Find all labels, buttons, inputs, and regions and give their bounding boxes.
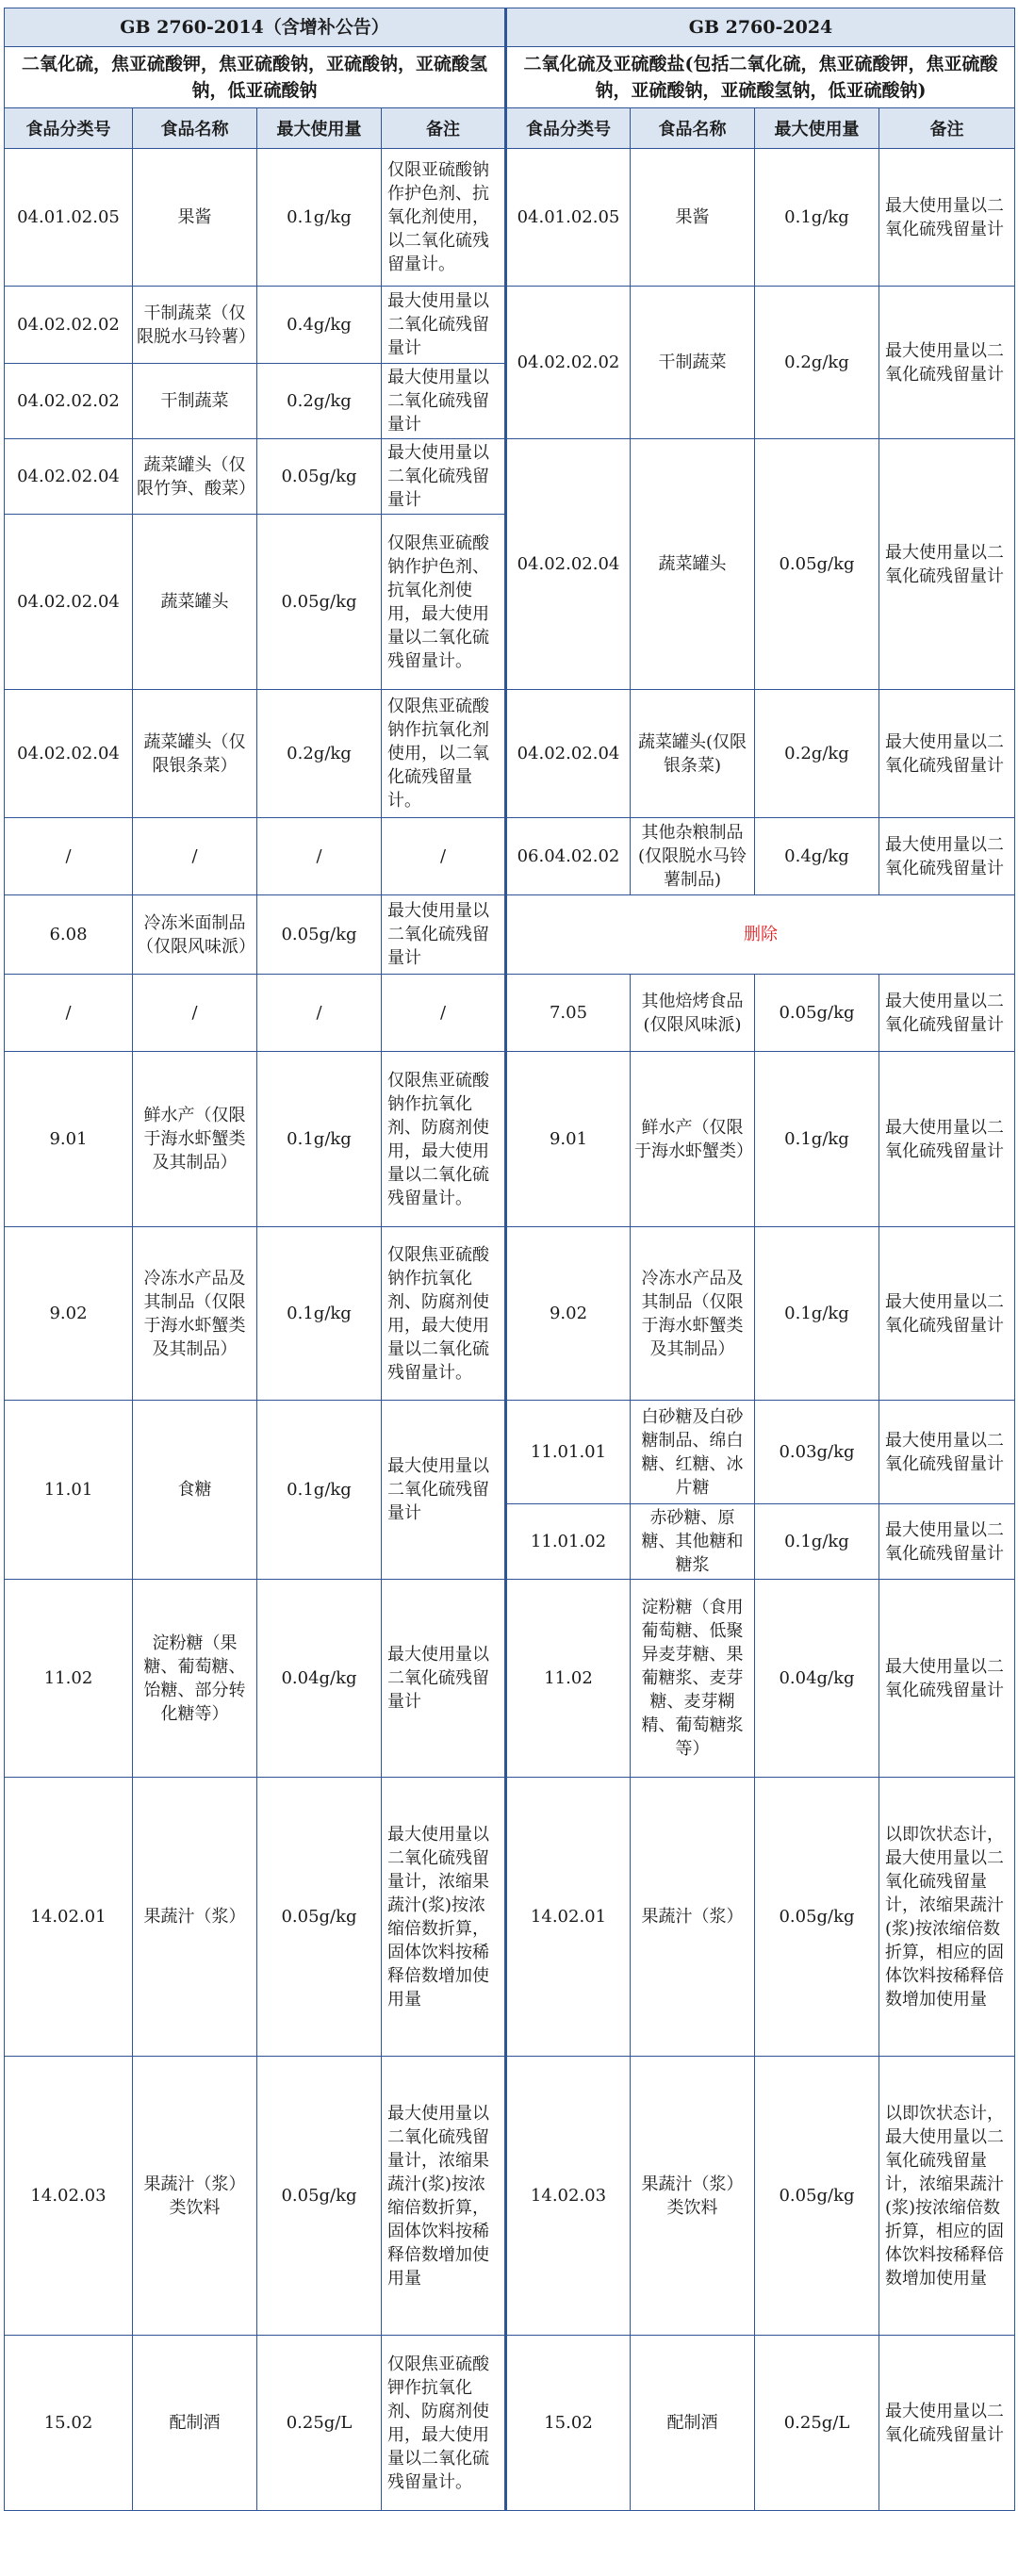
table-row [5, 895, 1015, 975]
old-col-header-code: 食品分类号 [5, 108, 133, 149]
new-amount-cell: 0.2g/kg [755, 690, 879, 818]
new-col-header-amount: 最大使用量 [755, 108, 879, 149]
old-code-cell: 04.02.02.02 [5, 287, 133, 364]
old-name-cell: 蔬菜罐头 [133, 515, 257, 690]
new-col-header-name: 食品名称 [631, 108, 755, 149]
new-name-cell: 其他焙烤食品(仅限风味派) [631, 975, 755, 1052]
old-name-cell: / [133, 975, 257, 1052]
old-amount-cell: 0.1g/kg [257, 149, 382, 287]
old-note-cell: 仅限焦亚硫酸钠作抗氧化剂使用，以二氧化硫残留量计。 [382, 690, 506, 818]
new-code-cell: 04.02.02.04 [506, 690, 631, 818]
new-code-cell: 11.01.01 [506, 1401, 631, 1504]
new-code-cell: 04.01.02.05 [506, 149, 631, 287]
table-row [5, 1778, 1015, 2057]
new-amount-cell: 0.03g/kg [755, 1401, 879, 1504]
old-name-cell: 配制酒 [133, 2336, 257, 2511]
old-note-cell: 最大使用量以二氧化硫残留量计 [382, 1580, 506, 1778]
new-note-cell: 最大使用量以二氧化硫残留量计 [879, 1227, 1015, 1401]
table-row [5, 1401, 1015, 1504]
old-col-header-note: 备注 [382, 108, 506, 149]
old-amount-cell: 0.04g/kg [257, 1580, 382, 1778]
old-amount-cell: 0.1g/kg [257, 1052, 382, 1227]
old-code-cell: 04.02.02.02 [5, 364, 133, 439]
new-col-header-note: 备注 [879, 108, 1015, 149]
table-row [5, 1052, 1015, 1227]
old-note-cell: 最大使用量以二氧化硫残留量计 [382, 895, 506, 975]
old-code-cell: 9.02 [5, 1227, 133, 1401]
new-note-cell: 最大使用量以二氧化硫残留量计 [879, 818, 1015, 895]
new-note-cell: 最大使用量以二氧化硫残留量计 [879, 690, 1015, 818]
old-name-cell: 干制蔬菜（仅限脱水马铃薯） [133, 287, 257, 364]
new-name-cell: 干制蔬菜 [631, 287, 755, 439]
old-additive-names: 二氧化硫，焦亚硫酸钾，焦亚硫酸钠，亚硫酸钠，亚硫酸氢钠，低亚硫酸钠 [5, 47, 506, 108]
new-amount-cell: 0.1g/kg [755, 149, 879, 287]
new-code-cell: 9.01 [506, 1052, 631, 1227]
old-code-cell: 04.02.02.04 [5, 690, 133, 818]
old-amount-cell: / [257, 975, 382, 1052]
old-name-cell: 果蔬汁（浆） [133, 1778, 257, 2057]
new-amount-cell: 0.25g/L [755, 2336, 879, 2511]
old-note-cell: 最大使用量以二氧化硫残留量计 [382, 439, 506, 515]
table-row [5, 1580, 1015, 1778]
old-amount-cell: 0.05g/kg [257, 515, 382, 690]
old-code-cell: 04.02.02.04 [5, 439, 133, 515]
old-amount-cell: 0.05g/kg [257, 2057, 382, 2336]
old-note-cell: 最大使用量以二氧化硫残留量计，浓缩果蔬汁(浆)按浓缩倍数折算，固体饮料按稀释倍数增加使用量 [382, 1778, 506, 2057]
new-name-cell: 赤砂糖、原糖、其他糖和糖浆 [631, 1504, 755, 1580]
deleted-label: 删除 [506, 895, 1015, 975]
table-row [5, 1227, 1015, 1401]
old-note-cell: 仅限焦亚硫酸钠作抗氧化剂、防腐剂使用，最大使用量以二氧化硫残留量计。 [382, 1227, 506, 1401]
old-amount-cell: 0.4g/kg [257, 287, 382, 364]
new-amount-cell: 0.1g/kg [755, 1504, 879, 1580]
old-name-cell: 冷冻米面制品（仅限风味派） [133, 895, 257, 975]
old-note-cell: 最大使用量以二氧化硫残留量计 [382, 287, 506, 364]
new-name-cell: 果蔬汁（浆） [631, 1778, 755, 2057]
new-amount-cell: 0.05g/kg [755, 975, 879, 1052]
old-name-cell: 蔬菜罐头（仅限银条菜） [133, 690, 257, 818]
old-code-cell: 11.02 [5, 1580, 133, 1778]
old-col-header-name: 食品名称 [133, 108, 257, 149]
old-name-cell: 果酱 [133, 149, 257, 287]
old-amount-cell: 0.1g/kg [257, 1227, 382, 1401]
old-col-header-amount: 最大使用量 [257, 108, 382, 149]
new-code-cell: 11.01.02 [506, 1504, 631, 1580]
new-name-cell: 果蔬汁（浆）类饮料 [631, 2057, 755, 2336]
old-note-cell: / [382, 975, 506, 1052]
table-row [5, 439, 1015, 515]
old-code-cell: / [5, 975, 133, 1052]
new-amount-cell: 0.4g/kg [755, 818, 879, 895]
old-name-cell: 鲜水产（仅限于海水虾蟹类及其制品） [133, 1052, 257, 1227]
old-code-cell: 11.01 [5, 1401, 133, 1580]
table-row [5, 287, 1015, 364]
new-amount-cell: 0.1g/kg [755, 1052, 879, 1227]
old-code-cell: 04.01.02.05 [5, 149, 133, 287]
old-code-cell: / [5, 818, 133, 895]
new-name-cell: 果酱 [631, 149, 755, 287]
new-name-cell: 淀粉糖（食用葡萄糖、低聚异麦芽糖、果葡糖浆、麦芽糖、麦芽糊精、葡萄糖浆等） [631, 1580, 755, 1778]
new-note-cell: 最大使用量以二氧化硫残留量计 [879, 1401, 1015, 1504]
old-amount-cell: 0.05g/kg [257, 895, 382, 975]
old-amount-cell: 0.2g/kg [257, 364, 382, 439]
old-name-cell: 食糖 [133, 1401, 257, 1580]
new-standard-title: GB 2760-2024 [506, 8, 1015, 47]
old-note-cell: 仅限焦亚硫酸钠作抗氧化剂、防腐剂使用，最大使用量以二氧化硫残留量计。 [382, 1052, 506, 1227]
new-name-cell: 蔬菜罐头 [631, 439, 755, 690]
new-col-header-code: 食品分类号 [506, 108, 631, 149]
new-code-cell: 06.04.02.02 [506, 818, 631, 895]
new-name-cell: 冷冻水产品及其制品（仅限于海水虾蟹类及其制品） [631, 1227, 755, 1401]
new-note-cell: 最大使用量以二氧化硫残留量计 [879, 1580, 1015, 1778]
new-note-cell: 最大使用量以二氧化硫残留量计 [879, 2336, 1015, 2511]
table-row [5, 818, 1015, 895]
new-note-cell: 以即饮状态计，最大使用量以二氧化硫残留量计，浓缩果蔬汁(浆)按浓缩倍数折算，相应的固体饮料按稀释倍数增加使用量 [879, 1778, 1015, 2057]
table-row [5, 149, 1015, 287]
old-code-cell: 04.02.02.04 [5, 515, 133, 690]
old-code-cell: 6.08 [5, 895, 133, 975]
new-name-cell: 配制酒 [631, 2336, 755, 2511]
old-name-cell: 果蔬汁（浆）类饮料 [133, 2057, 257, 2336]
new-amount-cell: 0.05g/kg [755, 439, 879, 690]
old-note-cell: 仅限亚硫酸钠作护色剂、抗氧化剂使用，以二氧化硫残留量计。 [382, 149, 506, 287]
old-code-cell: 14.02.03 [5, 2057, 133, 2336]
new-amount-cell: 0.2g/kg [755, 287, 879, 439]
new-name-cell: 白砂糖及白砂糖制品、绵白糖、红糖、冰片糖 [631, 1401, 755, 1504]
new-code-cell: 11.02 [506, 1580, 631, 1778]
new-note-cell: 最大使用量以二氧化硫残留量计 [879, 149, 1015, 287]
new-name-cell: 鲜水产（仅限于海水虾蟹类） [631, 1052, 755, 1227]
new-note-cell: 最大使用量以二氧化硫残留量计 [879, 975, 1015, 1052]
old-amount-cell: 0.25g/L [257, 2336, 382, 2511]
old-amount-cell: / [257, 818, 382, 895]
new-note-cell: 以即饮状态计，最大使用量以二氧化硫残留量计，浓缩果蔬汁(浆)按浓缩倍数折算，相应的固体饮料按稀释倍数增加使用量 [879, 2057, 1015, 2336]
old-name-cell: 蔬菜罐头（仅限竹笋、酸菜） [133, 439, 257, 515]
new-amount-cell: 0.04g/kg [755, 1580, 879, 1778]
new-amount-cell: 0.05g/kg [755, 1778, 879, 2057]
new-code-cell: 7.05 [506, 975, 631, 1052]
old-name-cell: 冷冻水产品及其制品（仅限于海水虾蟹类及其制品） [133, 1227, 257, 1401]
table-row [5, 690, 1015, 818]
new-code-cell: 15.02 [506, 2336, 631, 2511]
new-note-cell: 最大使用量以二氧化硫残留量计 [879, 1052, 1015, 1227]
old-note-cell: / [382, 818, 506, 895]
new-note-cell: 最大使用量以二氧化硫残留量计 [879, 439, 1015, 690]
old-name-cell: 干制蔬菜 [133, 364, 257, 439]
comparison-table [4, 8, 1015, 2511]
old-name-cell: 淀粉糖（果糖、葡萄糖、饴糖、部分转化糖等） [133, 1580, 257, 1778]
old-name-cell: / [133, 818, 257, 895]
new-code-cell: 04.02.02.02 [506, 287, 631, 439]
old-note-cell: 最大使用量以二氧化硫残留量计 [382, 1401, 506, 1580]
old-standard-title: GB 2760-2014（含增补公告） [5, 8, 506, 47]
old-code-cell: 9.01 [5, 1052, 133, 1227]
table-row [5, 2336, 1015, 2511]
old-amount-cell: 0.05g/kg [257, 439, 382, 515]
new-name-cell: 其他杂粮制品(仅限脱水马铃薯制品) [631, 818, 755, 895]
old-note-cell: 仅限焦亚硫酸钾作抗氧化剂、防腐剂使用，最大使用量以二氧化硫残留量计。 [382, 2336, 506, 2511]
new-amount-cell: 0.05g/kg [755, 2057, 879, 2336]
old-code-cell: 15.02 [5, 2336, 133, 2511]
new-name-cell: 蔬菜罐头(仅限银条菜) [631, 690, 755, 818]
new-code-cell: 04.02.02.04 [506, 439, 631, 690]
new-code-cell: 9.02 [506, 1227, 631, 1401]
new-note-cell: 最大使用量以二氧化硫残留量计 [879, 1504, 1015, 1580]
table-row [5, 975, 1015, 1052]
new-code-cell: 14.02.01 [506, 1778, 631, 2057]
old-amount-cell: 0.1g/kg [257, 1401, 382, 1580]
new-code-cell: 14.02.03 [506, 2057, 631, 2336]
old-code-cell: 14.02.01 [5, 1778, 133, 2057]
old-note-cell: 仅限焦亚硫酸钠作护色剂、抗氧化剂使用，最大使用量以二氧化硫残留量计。 [382, 515, 506, 690]
new-amount-cell: 0.1g/kg [755, 1227, 879, 1401]
old-note-cell: 最大使用量以二氧化硫残留量计，浓缩果蔬汁(浆)按浓缩倍数折算，固体饮料按稀释倍数增加使用量 [382, 2057, 506, 2336]
table-row [5, 2057, 1015, 2336]
new-note-cell: 最大使用量以二氧化硫残留量计 [879, 287, 1015, 439]
old-note-cell: 最大使用量以二氧化硫残留量计 [382, 364, 506, 439]
old-amount-cell: 0.2g/kg [257, 690, 382, 818]
old-amount-cell: 0.05g/kg [257, 1778, 382, 2057]
new-additive-names: 二氧化硫及亚硫酸盐(包括二氧化硫，焦亚硫酸钾，焦亚硫酸钠，亚硫酸钠，亚硫酸氢钠，低亚硫酸钠) [506, 47, 1015, 108]
